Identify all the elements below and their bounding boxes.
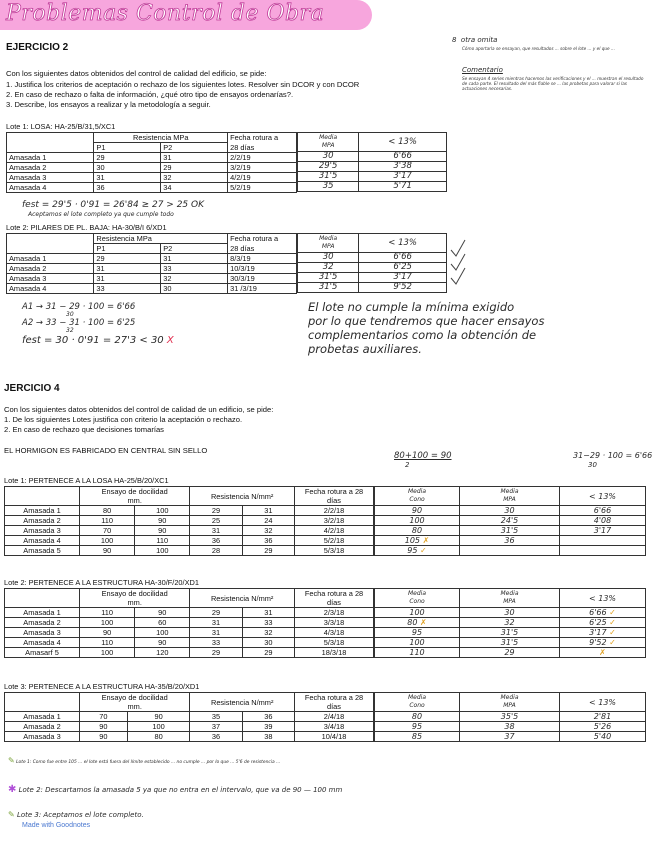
ex4-note-lote3: ✎ Lote 3: Aceptamos el lote completo. bbox=[8, 810, 144, 819]
ex2-acept: Aceptamos el lote completo ya que cumple todo bbox=[28, 211, 174, 218]
table-row: Amasada 2 30 29 3/2/19 bbox=[7, 163, 297, 173]
ex2-calc2: A2 → 33 − 31 · 100 = 6'25 bbox=[22, 318, 136, 328]
table-row: Amasada 1 70 90 35 36 2/4/18 bbox=[5, 712, 374, 722]
table-row: Amasarf 5 100 120 29 29 18/3/18 bbox=[5, 648, 374, 658]
ex2-item-3: 3. Describe, los ensayos a realizar y la metodología a seguir. bbox=[6, 100, 211, 109]
table-row: Amasada 4 110 90 33 30 5/3/18 bbox=[5, 638, 374, 648]
table-row: Amasada 3 31 32 4/2/19 bbox=[7, 173, 297, 183]
ex4-item-1: 1. De los siguientes Lotes justifica con criterio la aceptación o rechazo. bbox=[4, 415, 243, 424]
table-row: Amasada 3 90 100 31 32 4/3/18 bbox=[5, 628, 374, 638]
ex2-fest2: fest = 30 · 0'91 = 27'3 < 30 X bbox=[22, 335, 174, 346]
ex4-lote3-hand-table: Media Cono Media MPA < 13% 80 35'5 2'81 95 38 5'26 85 37 5'40 bbox=[374, 692, 646, 742]
ex4-heading: JERCICIO 4 bbox=[4, 383, 60, 394]
ex2-heading: EJERCICIO 2 bbox=[6, 42, 69, 53]
table-row: Amasada 2 100 60 31 33 3/3/18 bbox=[5, 618, 374, 628]
ex2-conclusion: El lote no cumple la mínima exigido por lo que tendremos que hacer ensayos complementarios como la obtención de probetas auxiliares. bbox=[308, 300, 545, 356]
ex4-lote1-table: Ensayo de docilidad mm. Resistencia N/mm² Fecha rotura a 28 días Amasada 1 80 100 29 31 2/2/18 Amasada 2 110 90 25 24 3/2/18 Amasada 3 70 90 31 32 4/2/18 Amasada 4 100 110 36 36 5/2/18 Amasada 5 90 100 28 29 5/3/18 bbox=[4, 486, 374, 556]
note-comentario-text: Se ensayan 4 series mientras hacemos las verificaciones y el ... muestran el resultado de cada parte. El resultado del más fiable se ... las probetas para valorar si las actuaciones necesarias. bbox=[462, 76, 644, 92]
table-row: Amasada 2 110 90 25 24 3/2/18 bbox=[5, 516, 374, 526]
ex4-calc-top1: 80+100 = 90 bbox=[394, 451, 452, 461]
ex4-lote2-title: Lote 2: PERTENECE A LA ESTRUCTURA HA-30/F/20/XD1 bbox=[4, 578, 199, 587]
goodnotes-watermark: Made with Goodnotes bbox=[22, 822, 91, 829]
ex2-lote2-table: Resistencia MPa Fecha rotura a P1 P2 28 días Amasada 1 29 31 8/3/19 Amasada 2 31 33 10/3/19 Amasada 3 31 32 30/3/19 Amasada 4 33 30 31 /3/19 bbox=[6, 233, 297, 294]
ex4-calc-top2b: 30 bbox=[588, 461, 597, 469]
ex4-intro: Con los siguientes datos obtenidos del control de calidad de un edificio, se pide: bbox=[4, 405, 274, 414]
ex2-calc2b: 32 bbox=[66, 327, 74, 334]
page-title: Problemas Control de Obra bbox=[6, 1, 325, 26]
ex2-lote2-hand-table: Media MPA < 13% 30 6'66 32 6'25 31'5 3'17 31'5 9'52 bbox=[297, 233, 447, 293]
ex2-lote1-table: Resistencia MPa Fecha rotura a P1 P2 28 días Amasada 1 29 31 2/2/19 Amasada 2 30 29 3/2/19 Amasada 3 31 32 4/2/19 Amasada 4 36 34 5/2/19 bbox=[6, 132, 297, 193]
table-row: Amasada 3 31 32 30/3/19 bbox=[7, 274, 297, 284]
table-row: Amasada 1 110 90 29 31 2/3/18 bbox=[5, 608, 374, 618]
note-c8: 8 otra omita bbox=[452, 36, 498, 44]
table-row: Amasada 2 31 33 10/3/19 bbox=[7, 264, 297, 274]
ex4-lote1-title: Lote 1: PERTENECE A LA LOSA HA-25/B/20/XC1 bbox=[4, 476, 169, 485]
check-marks bbox=[447, 238, 477, 298]
ex2-lote1-title: Lote 1: LOSA: HA-25/B/31,5/XC1 bbox=[6, 122, 116, 131]
ex2-lote2-title: Lote 2: PILARES DE PL. BAJA: HA-30/B/I 6/XD1 bbox=[6, 223, 167, 232]
ex2-intro: Con los siguientes datos obtenidos del control de calidad del edificio, se pide: bbox=[6, 69, 267, 78]
table-row: Amasada 4 33 30 31 /3/19 bbox=[7, 284, 297, 294]
ex4-fabricado: EL HORMIGON ES FABRICADO EN CENTRAL SIN SELLO bbox=[4, 446, 208, 455]
table-row: Amasada 5 90 100 28 29 5/3/18 bbox=[5, 546, 374, 556]
ex4-lote3-table: Ensayo de docilidad mm. Resistencia N/mm² Fecha rotura a 28 días Amasada 1 70 90 35 36 2/4/18 Amasada 2 90 100 37 39 3/4/18 Amasada 3 90 80 36 38 10/4/18 bbox=[4, 692, 374, 742]
table-row: Amasada 1 29 31 2/2/19 bbox=[7, 153, 297, 163]
table-row: Amasada 3 70 90 31 32 4/2/18 bbox=[5, 526, 374, 536]
ex2-lote1-hand-table: Media MPA < 13% 30 6'66 29'5 3'38 31'5 3'17 35 5'71 bbox=[297, 132, 447, 192]
ex4-calc-top2: 31−29 · 100 = 6'66 bbox=[573, 451, 653, 460]
table-row: Amasada 4 100 110 36 36 5/2/18 bbox=[5, 536, 374, 546]
ex2-calc1: A1 → 31 − 29 · 100 = 6'66 bbox=[22, 302, 136, 312]
table-row: Amasada 2 90 100 37 39 3/4/18 bbox=[5, 722, 374, 732]
ex4-lote2-hand-table: Media Cono Media MPA < 13% 100 30 6'66 ✓ 80 ✗ 32 6'25 ✓ 95 31'5 3'17 ✓ 100 31'5 9'52 ✓ 110 29 ✗ bbox=[374, 588, 646, 658]
table-row: Amasada 4 36 34 5/2/19 bbox=[7, 183, 297, 193]
ex4-note-lote2: ✱ Lote 2: Descartamos la amasada 5 ya que no entra en el intervalo, que va de 90 — 100 mm bbox=[8, 784, 343, 795]
ex2-item-2: 2. En caso de rechazo o falta de información, ¿qué otro tipo de ensayos ordenarías?. bbox=[6, 90, 294, 99]
ex4-note-lote1: ✎ Lote 1: Como fue entre 105 ... el lote está fuera del límite establecido ... no cumple ... por lo que ... 5'6 de resistencia ... bbox=[8, 756, 281, 765]
ex4-item-2: 2. En caso de rechazo que decisiones tomarías bbox=[4, 425, 164, 434]
ex2-fest1: fest = 29'5 · 0'91 = 26'84 ≥ 27 > 25 OK bbox=[22, 200, 204, 210]
table-row: Amasada 3 90 80 36 38 10/4/18 bbox=[5, 732, 374, 742]
ex4-lote3-title: Lote 3: PERTENECE A LA ESTRUCTURA HA-35/B/20/XD1 bbox=[4, 682, 200, 691]
note-otra-text: Cómo aportarla se ensayan, que resultados ... sobre el lote ... y el que ... bbox=[462, 46, 615, 51]
ex2-calc1b: 30 bbox=[66, 311, 74, 318]
ex4-lote2-table: Ensayo de docilidad mm. Resistencia N/mm² Fecha rotura a 28 días Amasada 1 110 90 29 31 2/3/18 Amasada 2 100 60 31 33 3/3/18 Amasada 3 90 100 31 32 4/3/18 Amasada 4 110 90 33 30 5/3/18 Amasarf 5 100 120 29 29 18/3/18 bbox=[4, 588, 374, 658]
ex2-item-1: 1. Justifica los criterios de aceptación o rechazo de los siguientes lotes. Resolver sin DCOR y con DCOR bbox=[6, 80, 360, 89]
table-row: Amasada 1 80 100 29 31 2/2/18 bbox=[5, 506, 374, 516]
ex4-calc-top1b: 2 bbox=[405, 461, 410, 469]
note-comentario: Comentario bbox=[462, 66, 503, 74]
ex4-lote1-hand-table: Media Cono Media MPA < 13% 90 30 6'66 100 24'5 4'08 80 31'5 3'17 105 ✗ 36 95 ✓ bbox=[374, 486, 646, 556]
table-row: Amasada 1 29 31 8/3/19 bbox=[7, 254, 297, 264]
